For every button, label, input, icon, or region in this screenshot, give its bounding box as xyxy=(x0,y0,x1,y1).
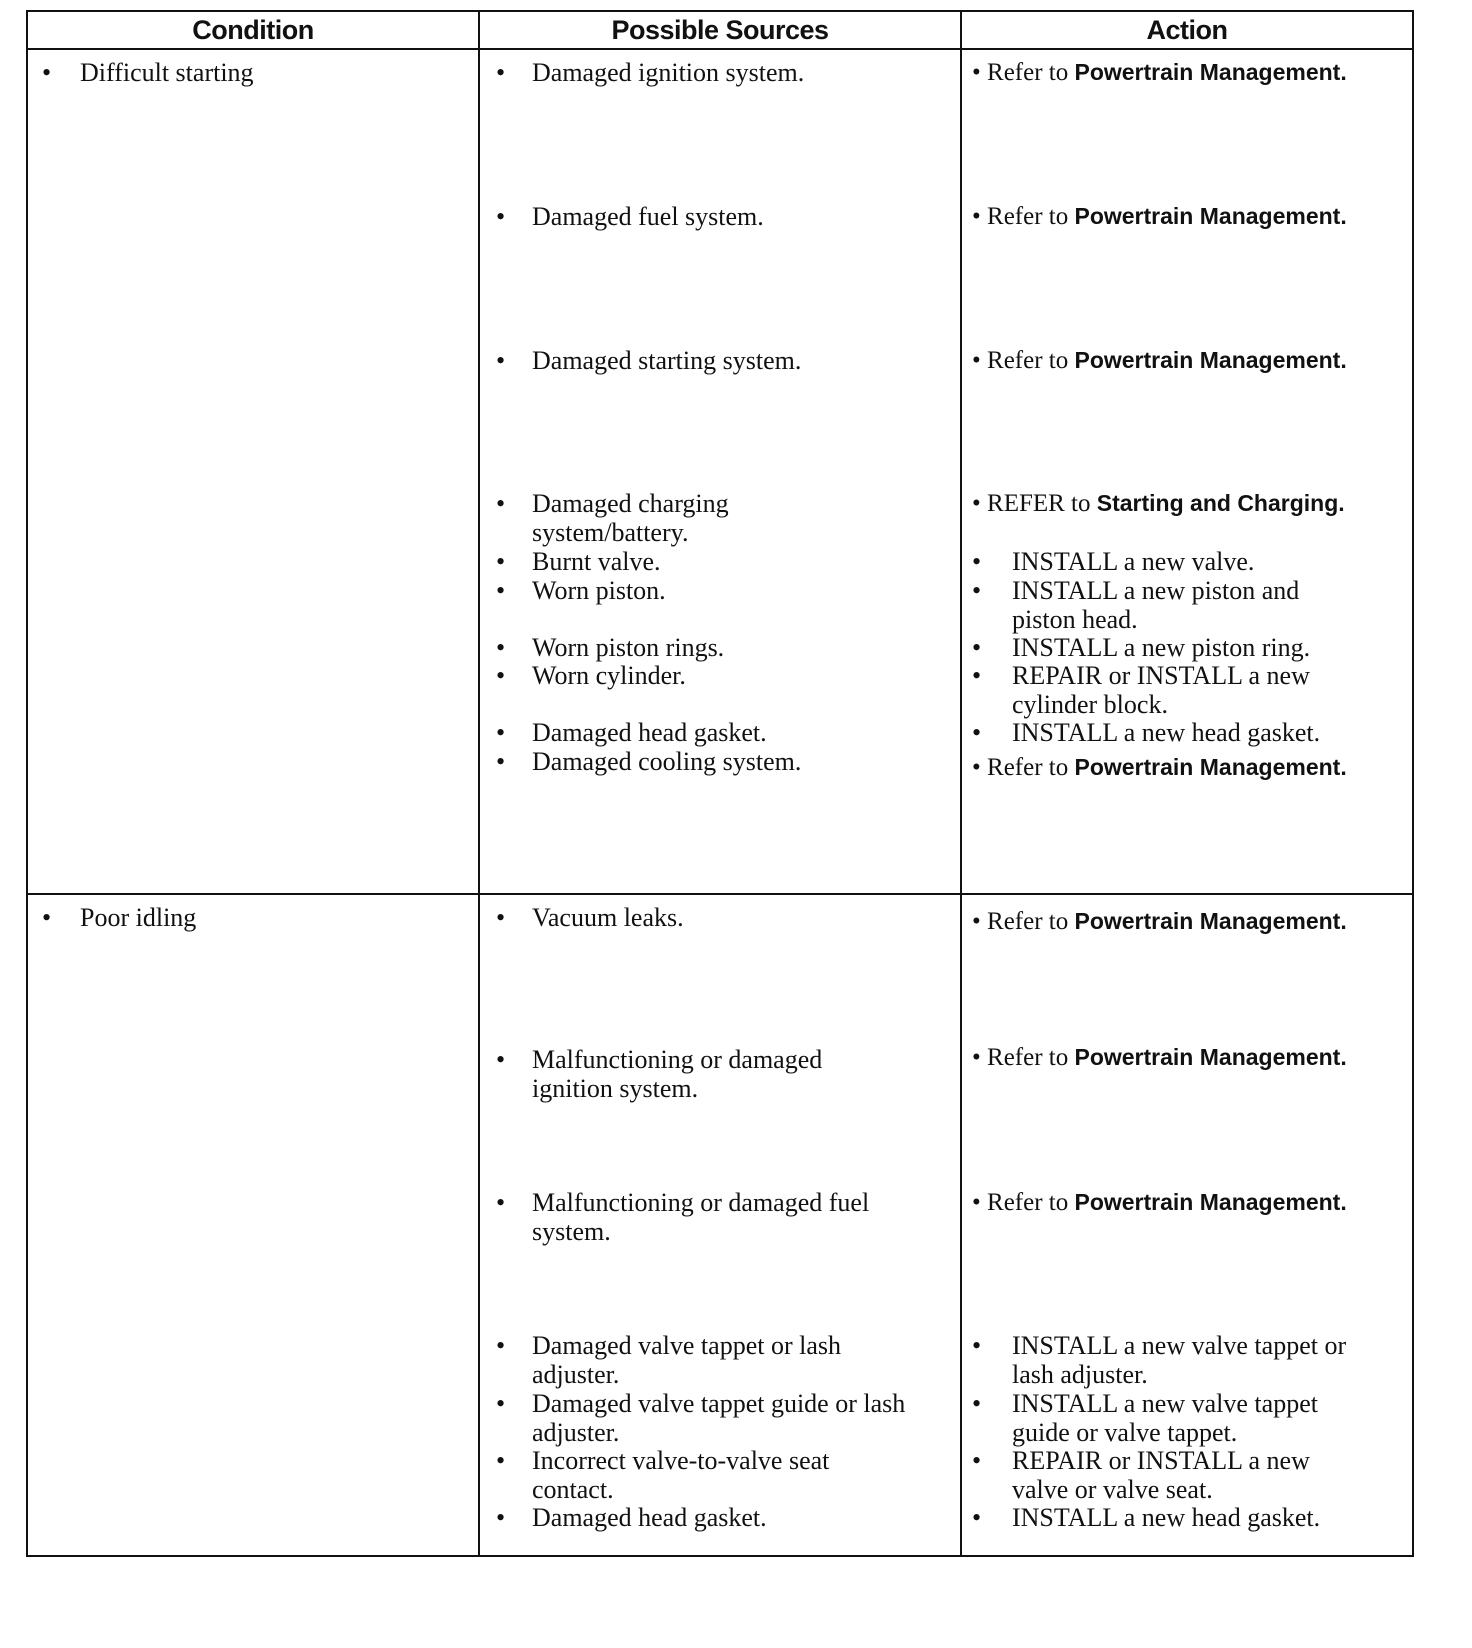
source-item: • Damaged ignition system. xyxy=(496,58,805,87)
condition-cell xyxy=(28,895,480,1555)
source-item: • Malfunctioning or damaged ignition system. xyxy=(496,1045,823,1103)
action-item: • INSTALL a new head gasket. xyxy=(972,718,1321,747)
action-item: • Refer to Powertrain Management. xyxy=(972,59,1347,86)
action-item: • INSTALL a new head gasket. xyxy=(972,1503,1321,1532)
action-item: • Refer to Powertrain Management. xyxy=(972,1044,1347,1071)
header-possible-sources: Possible Sources xyxy=(480,12,962,48)
action-cell xyxy=(962,50,1412,893)
condition-cell xyxy=(28,50,480,893)
condition-item: • Poor idling xyxy=(42,903,197,932)
sources-cell xyxy=(480,50,962,893)
action-item: • INSTALL a new piston ring. xyxy=(972,633,1311,662)
source-item: • Malfunctioning or damaged fuel system. xyxy=(496,1188,870,1246)
cross-reference: Powertrain Management. xyxy=(1074,1189,1347,1215)
action-item: • INSTALL a new valve. xyxy=(972,547,1255,576)
source-item: • Damaged head gasket. xyxy=(496,718,767,747)
action-item: • Refer to Powertrain Management. xyxy=(972,754,1347,781)
source-item: • Worn piston. xyxy=(496,576,666,605)
source-item: • Damaged charging system/battery. xyxy=(496,489,729,547)
condition-item: • Difficult starting xyxy=(42,58,254,87)
action-item: • REFER to Starting and Charging. xyxy=(972,490,1345,517)
cross-reference: Powertrain Management. xyxy=(1074,59,1347,85)
action-item: • REPAIR or INSTALL a new valve or valve seat. xyxy=(972,1446,1310,1504)
source-item: • Vacuum leaks. xyxy=(496,903,684,932)
cross-reference: Powertrain Management. xyxy=(1074,1044,1347,1070)
action-item: • INSTALL a new valve tappet guide or valve tappet. xyxy=(972,1389,1318,1447)
diagnosis-table xyxy=(26,10,1414,1557)
cross-reference: Starting and Charging. xyxy=(1096,490,1345,516)
action-item: • Refer to Powertrain Management. xyxy=(972,347,1347,374)
source-item: • Incorrect valve-to-valve seat contact. xyxy=(496,1446,830,1504)
source-item: • Damaged valve tappet guide or lash adjuster. xyxy=(496,1389,906,1447)
source-item: • Worn piston rings. xyxy=(496,633,725,662)
action-item: • INSTALL a new valve tappet or lash adjuster. xyxy=(972,1331,1347,1389)
cross-reference: Powertrain Management. xyxy=(1074,203,1347,229)
cross-reference: Powertrain Management. xyxy=(1074,347,1347,373)
header-action: Action xyxy=(1146,14,1228,45)
action-item: • REPAIR or INSTALL a new cylinder block. xyxy=(972,661,1310,719)
cross-reference: Powertrain Management. xyxy=(1074,754,1347,780)
table-header xyxy=(28,12,1412,50)
action-item: • INSTALL a new piston and piston head. xyxy=(972,576,1300,634)
source-item: • Damaged cooling system. xyxy=(496,747,802,776)
source-item: • Damaged valve tappet or lash adjuster. xyxy=(496,1331,841,1389)
source-item: • Damaged head gasket. xyxy=(496,1503,767,1532)
action-item: • Refer to Powertrain Management. xyxy=(972,908,1347,935)
action-item: • Refer to Powertrain Management. xyxy=(972,1189,1347,1216)
header-condition: Condition xyxy=(28,12,480,48)
row-poor-idling xyxy=(28,893,1412,1555)
sources-cell xyxy=(480,895,962,1555)
row-difficult-starting xyxy=(28,50,1412,893)
source-item: • Burnt valve. xyxy=(496,547,661,576)
action-cell xyxy=(962,895,1412,1555)
source-item: • Damaged fuel system. xyxy=(496,202,764,231)
source-item: • Worn cylinder. xyxy=(496,661,686,690)
source-item: • Damaged starting system. xyxy=(496,346,802,375)
action-item: • Refer to Powertrain Management. xyxy=(972,203,1347,230)
cross-reference: Powertrain Management. xyxy=(1074,908,1347,934)
